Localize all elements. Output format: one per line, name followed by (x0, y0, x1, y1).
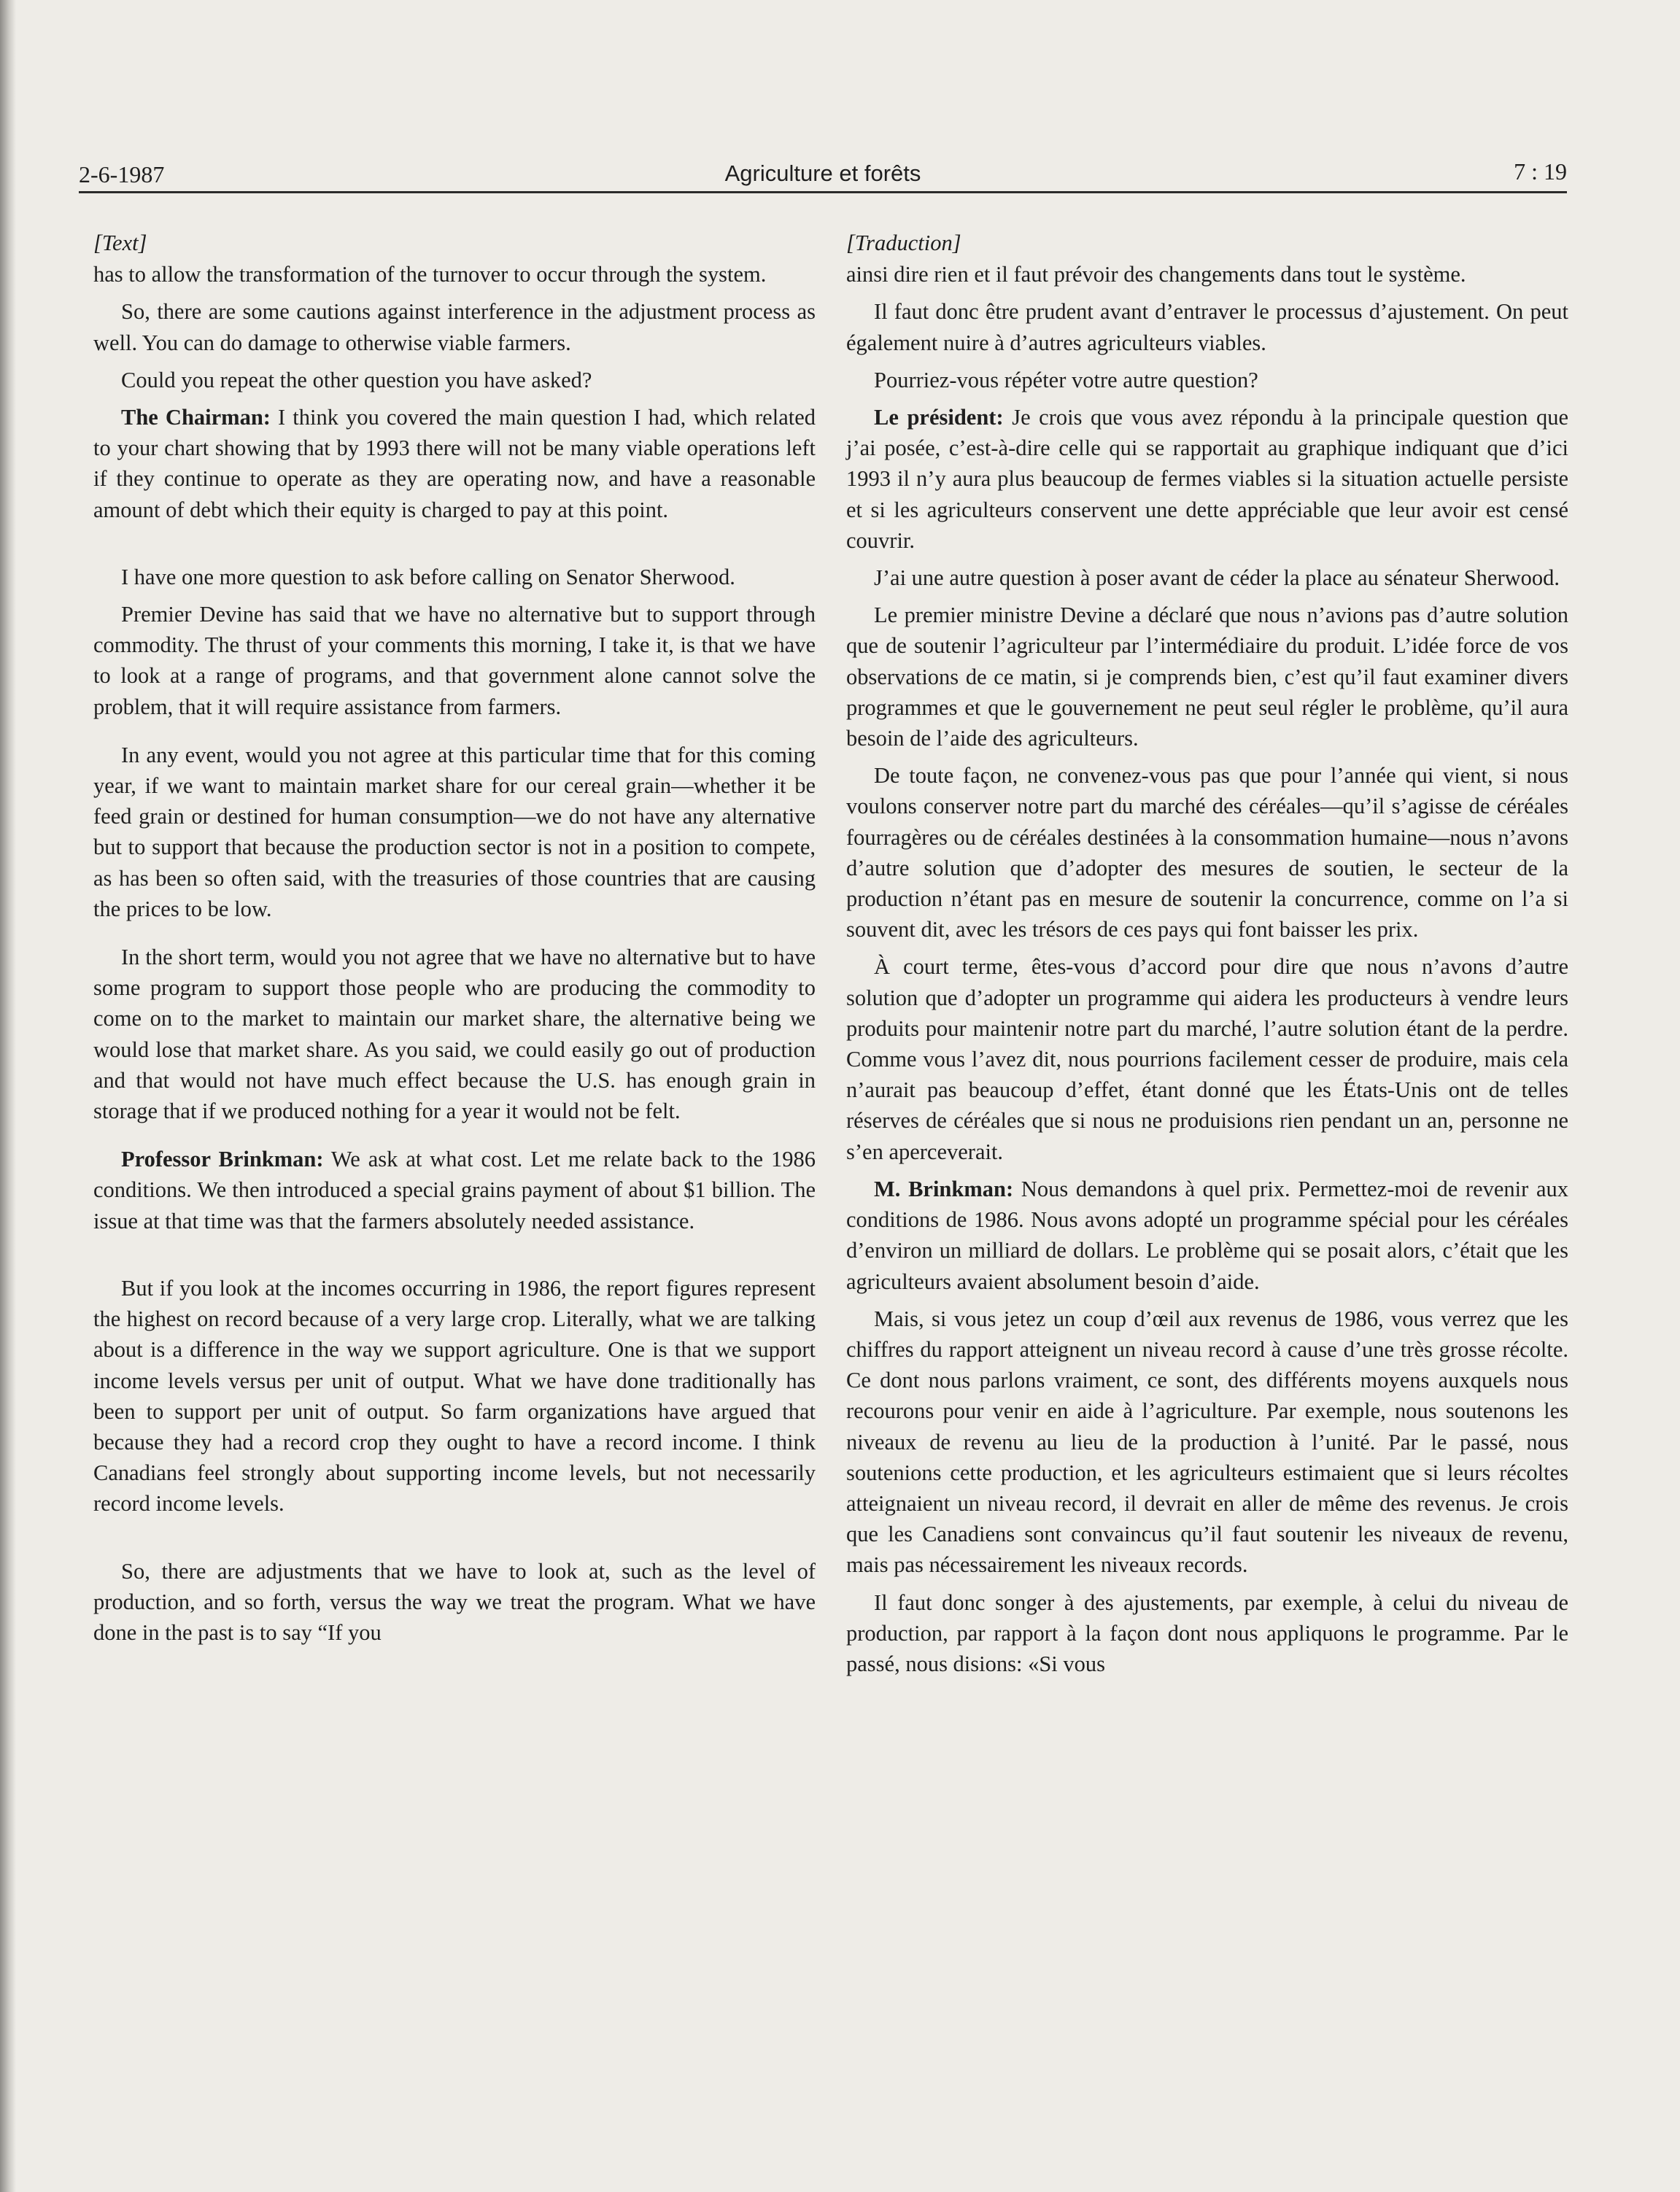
speech-text: We ask at what cost. Let me relate back to the 1986 conditions. We then introduced a special grains payment of about $1 billion. The issue at that time was that the farmers absolutely needed assistance. (93, 1147, 816, 1234)
paragraph: In any event, would you not agree at this particular time that for this coming year, if we want to maintain market share for our cereal grain—whether it be feed grain or destined for human consumption—we do not have any alternative but to support that because the production sector is not in a position to compete, as has been so often said, with the treasuries of those countries that are causing the prices to be low. (93, 742, 816, 921)
speech-text: I think you covered the main question I had, which related to your chart showing that by 1993 there will not be many viable operations left if they continue to operate as they are operating now, and have a reasonable amount of debt which their equity is charged to pay at this point. (93, 405, 816, 522)
speech-text: Je crois que vous avez répondu à la principale question que j’ai posée, c’est-à-dire celle qui se rapportait au graphique indiquant que d’ici 1993 il n’y aura plus beaucoup de fermes viables si la situation actuelle persiste et si les agriculteurs conservent une dette appréciable que leur avoir est censé couvrir. (846, 405, 1568, 553)
paragraph: But if you look at the incomes occurring in 1986, the report figures represent the highest on record because of a very large crop. Literally, what we are talking about is a difference in the way we support agriculture. One is that we support income levels versus per unit of output. What we have done traditionally has been to support per unit of output. So farm organizations have argued that because they had a record crop they ought to have a record income. I think Canadians feel strongly about supporting income levels, but not necessarily record income levels. (93, 1275, 816, 1517)
speaker-name: Professor Brinkman: (121, 1147, 324, 1172)
page-header (79, 153, 1567, 191)
paragraph: J’ai une autre question à poser avant de céder la place au sénateur Sherwood. (874, 565, 1560, 591)
paragraph (846, 1174, 1568, 1297)
paragraph: Pourriez-vous répéter votre autre question? (874, 367, 1258, 392)
paragraph: I have one more question to ask before calling on Senator Sherwood. (121, 564, 735, 589)
paragraph: ainsi dire rien et il faut prévoir des changements dans tout le système. (846, 262, 1466, 287)
speaker-name: M. Brinkman: (874, 1176, 1014, 1201)
speaker-name: Le président: (874, 405, 1004, 430)
french-column (846, 228, 1568, 1686)
paragraph: De toute façon, ne convenez-vous pas que pour l’année qui vient, si nous voulons conserver notre part du marché des céréales—qu’il s’agisse de céréales fourragères ou de céréales destinées à la consommation humaine—nous n’avons d’autre solution que d’adopter des mesures de soutien, le secteur de la production n’étant pas en mesure de soutenir la concurrence, comme on l’a si souvent dit, avec les trésors de ces pays qui font baisser les prix. (846, 763, 1568, 942)
paragraph: In the short term, would you not agree that we have no alternative but to have some program to support those people who are producing the commodity to come on to the market to maintain our market share, the alternative being we would lose that market share. As you said, we could easily go out of production and that would not have much effect because the U.S. has enough grain in storage that if we produced nothing for a year it would not be felt. (93, 945, 816, 1124)
paragraph: has to allow the transformation of the turnover to occur through the system. (93, 262, 767, 287)
paragraph: So, there are some cautions against interference in the adjustment process as well. You can do damage to otherwise viable farmers. (93, 299, 816, 355)
header-rule (79, 191, 1567, 193)
paragraph (93, 402, 816, 525)
paragraph: À court terme, êtes-vous d’accord pour dire que nous n’avons d’autre solution que d’adopter un programme qui aidera les producteurs à vendre leurs produits pour maintenir notre part du marché, l’autre solution étant de la perdre. Comme vous l’avez dit, nous pourrions facilement cesser de produire, mais cela n’aurait pas beaucoup d’effet, étant donné que les États-Unis ont de telles réserves de céréales que si nous ne produisions rien pendant un an, personne ne s’en aperceverait. (846, 954, 1568, 1164)
page-edge-shadow (0, 0, 16, 2192)
paragraph: Le premier ministre Devine a déclaré que nous n’avions pas d’autre solution que de soutenir l’agriculteur par l’intermédiaire du produit. L’idée force de vos observations de ce matin, si je comprends bien, c’est qu’il faut examiner divers programmes et que le gouvernement ne peut seul régler le problème, qu’il aura besoin de l’aide des agriculteurs. (846, 603, 1568, 751)
paragraph: Could you repeat the other question you have asked? (121, 367, 592, 392)
header-title: Agriculture et forêts (724, 160, 921, 186)
paragraph (846, 402, 1568, 556)
speech-text: Nous demandons à quel prix. Permettez-moi de revenir aux conditions de 1986. Nous avons adopté un programme spécial pour les céréales d’environ un milliard de dollars. Le problème qui se posait alors, c’était que les agriculteurs avaient absolument besoin d’aide. (846, 1176, 1568, 1294)
paragraph: Il faut donc songer à des ajustements, par exemple, à celui du niveau de production, par rapport à la façon dont nous appliquons le programme. Par le passé, nous disions: «Si vous (846, 1589, 1568, 1676)
paragraph: So, there are adjustments that we have to look at, such as the level of production, and so forth, versus the way we treat the program. What we have done in the past is to say “If you (93, 1558, 816, 1645)
header-date: 2-6-1987 (79, 161, 165, 187)
speaker-name: The Chairman: (121, 405, 271, 430)
paragraph: Il faut donc être prudent avant d’entraver le processus d’ajustement. On peut également nuire à d’autres agriculteurs viables. (846, 299, 1568, 355)
header-page-number: 7 : 19 (1514, 158, 1567, 185)
paragraph: Premier Devine has said that we have no alternative but to support through commodity. The thrust of your comments this morning, I take it, is that we have to look at a range of programs, and that government alone cannot solve the problem, that it will require assistance from farmers. (93, 602, 816, 719)
paragraph (93, 1144, 816, 1236)
english-column (93, 228, 816, 1654)
paragraph: Mais, si vous jetez un coup d’œil aux revenus de 1986, vous verrez que les chiffres du rapport atteignent un niveau record à cause d’une très grosse récolte. Ce dont nous parlons vraiment, ce sont, des différents moyens auxquels nous recourons pour venir en aide à l’agriculture. Par exemple, nous soutenons les niveaux de revenu au lieu de la production à l’unité. Par le passé, nous soutenions cette production, et les agriculteurs estimaient que si leurs récoltes atteignaient un niveau record, il devrait en aller de même des revenus. Je crois que les Canadiens sont convaincus qu’il faut soutenir les niveaux de revenu, mais pas nécessairement les niveaux records. (846, 1306, 1568, 1578)
language-label: [Traduction] (846, 231, 961, 255)
language-label: [Text] (93, 231, 147, 255)
